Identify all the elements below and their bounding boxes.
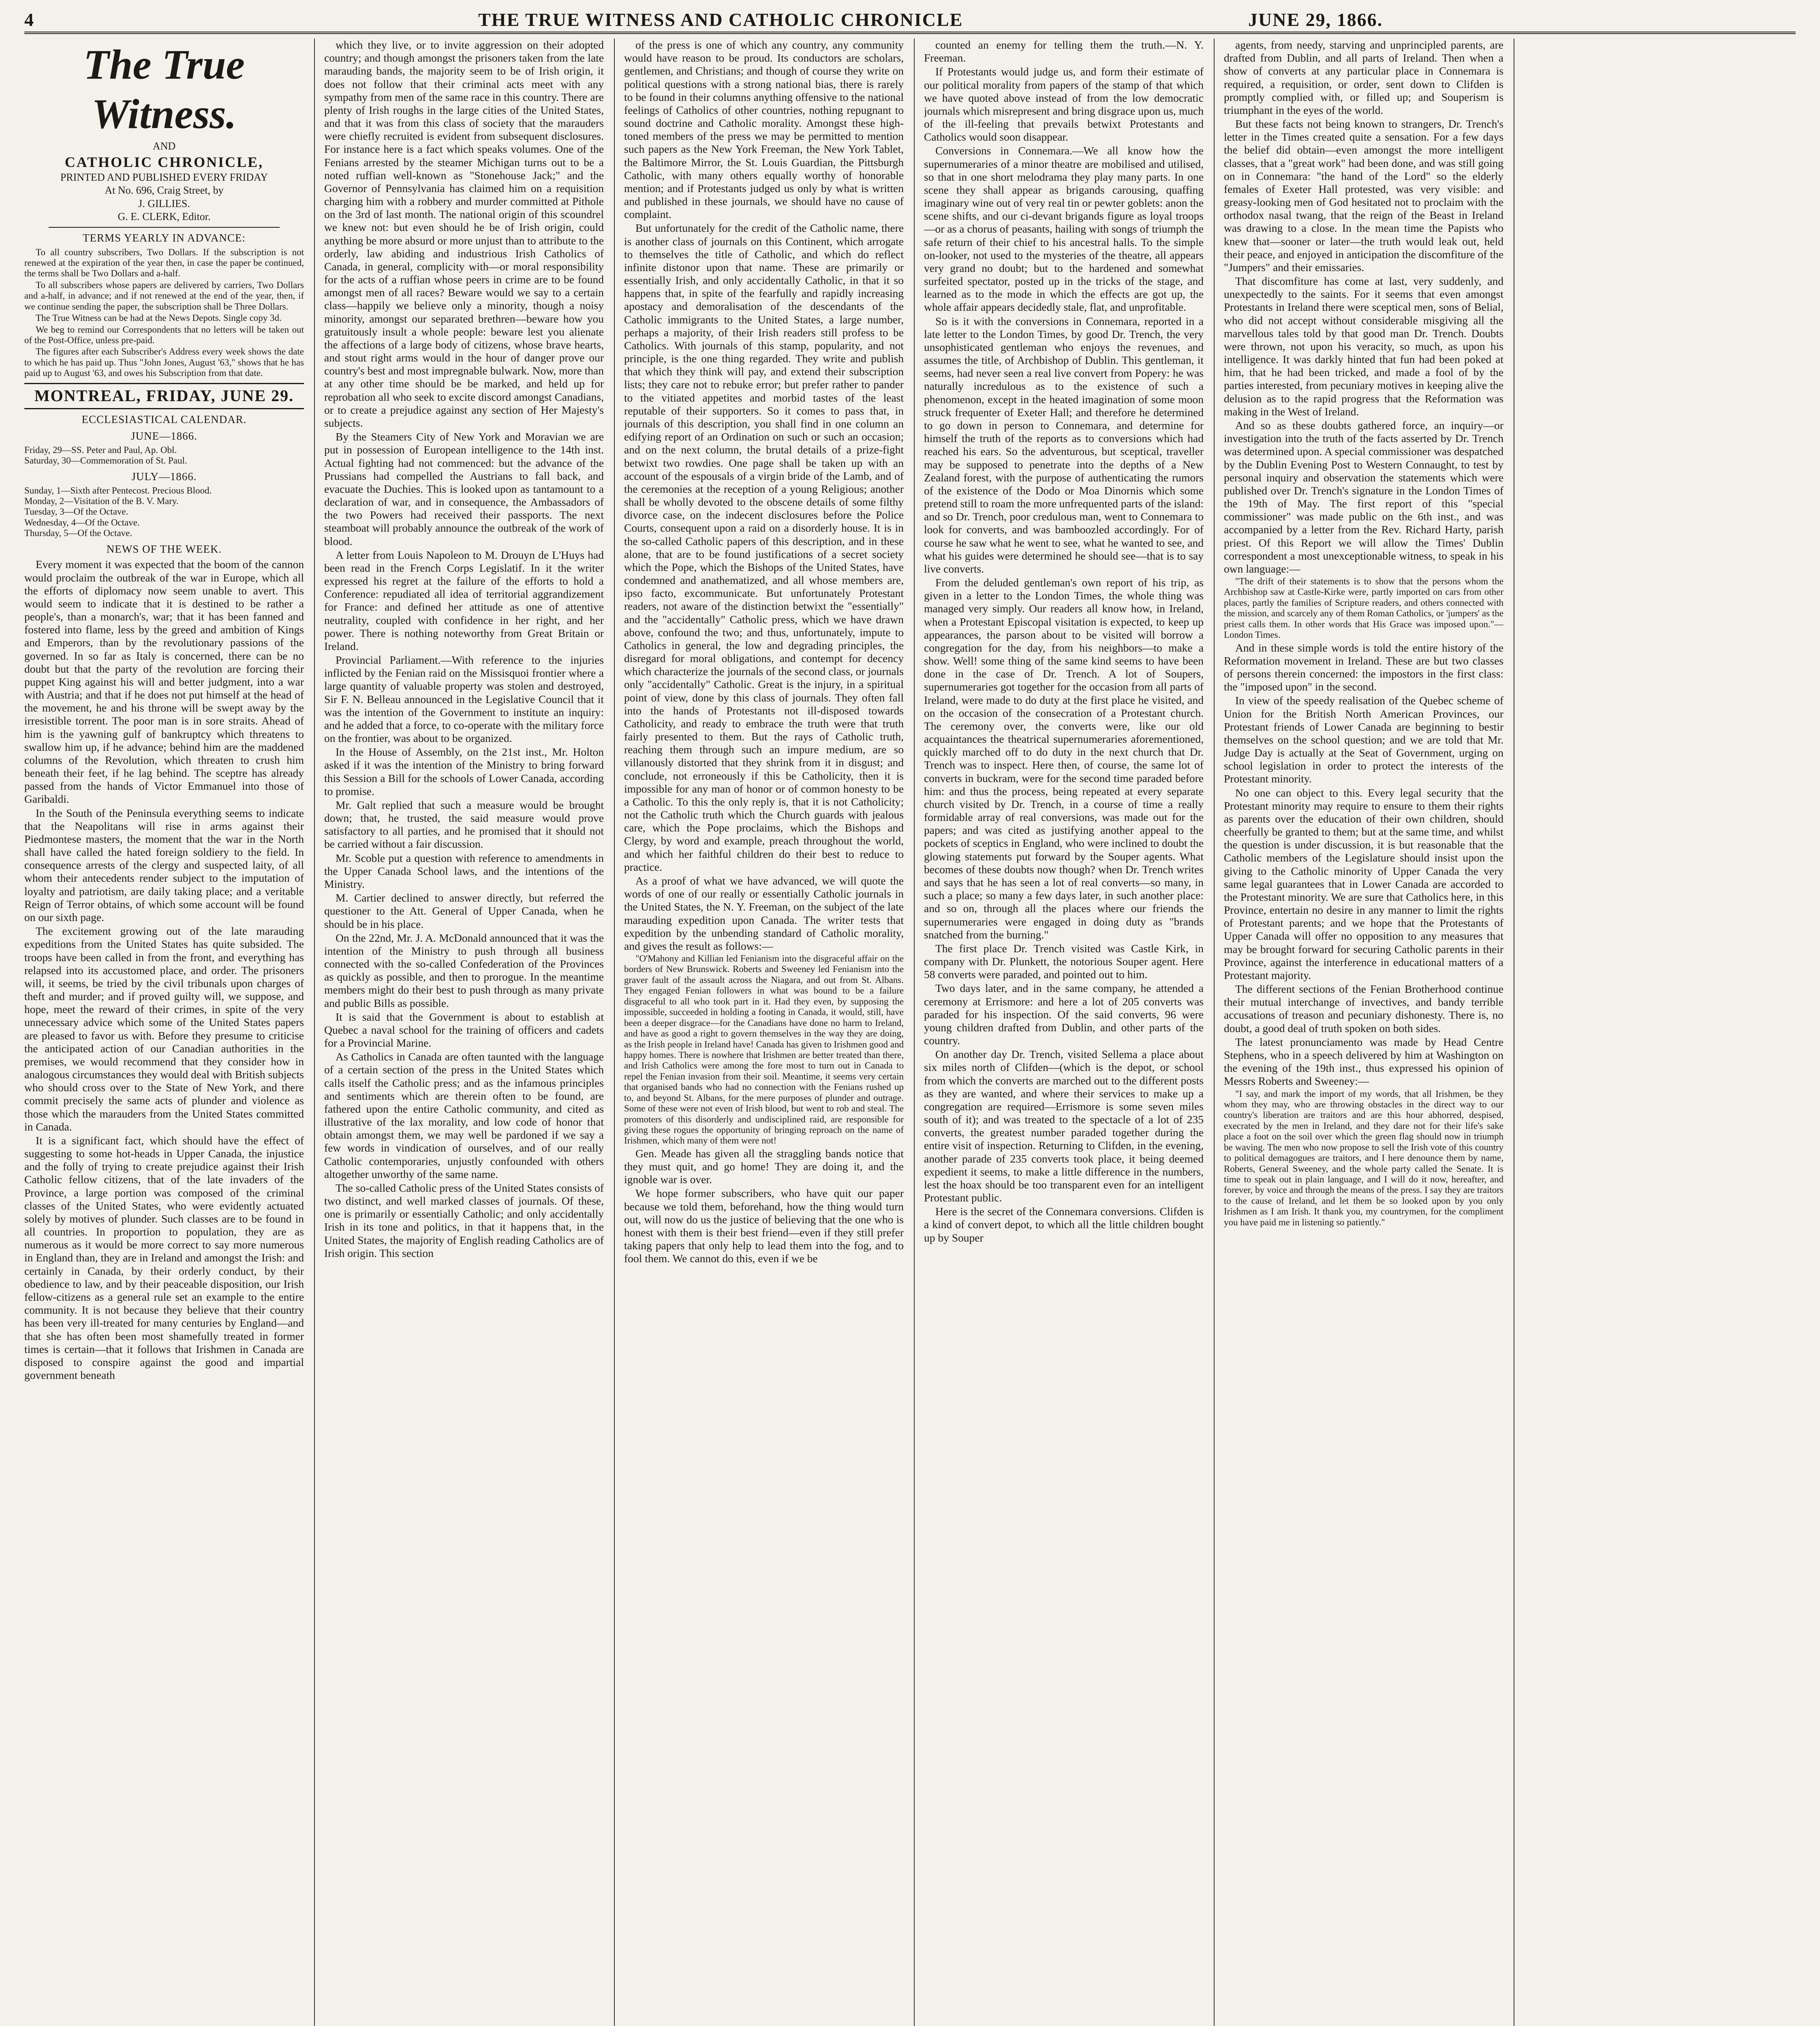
article-paragraph: "I say, and mark the import of my words, that all Irishmen, be they whom they may, who are throwing obstacles in the direct way to our country's liberation are traitors and are this hour abhorred, despised, execrated by the men in Ireland, and they dare not for their life's sake place a foot on the soil over which the green flag should now in triumph be waving. The men who now propose to sell the Irish vote of this country to political demagogues are traitors, and I here denounce them by name, Roberts, General Sweeney, and the whole party called the Senate. It is time to speak out in plain language, and I will do it now, hereafter, and forever, by voice and through the means of the press. I say they are traitors to the cause of Ireland, and let them be so looked upon by you only Irishmen as I am Irish. It thank you, my countrymen, for the compliment you have paid me in listening so patiently." bbox=[1224, 1088, 1503, 1227]
column-6 bbox=[1524, 38, 1795, 2026]
column-rule bbox=[1214, 38, 1215, 2026]
masthead-title: The True Witness. bbox=[83, 41, 245, 137]
article-paragraph: From the deluded gentleman's own report of his trip, as given in a letter to the London Times, the whole thing was managed very simply. Our readers all know how, in Ireland, when a Protestant Episcopal visitation is expected, to keep up appearances, the parson about to be visited will borrow a congregation for the day, from his neighbors—to make a show. Well! some thing of the same kind seems to have been done in the case of Dr. Trench. A lot of Soupers, supernumeraries got together for the occasion from all parts of Ireland, were made to do duty at the first place he visited, and on the occasion of the consecration of a Protestant church. The ceremony over, the converts were, like our old acquaintances the theatrical supernumeraries aforementioned, quickly marched off to do duty in the next church that Dr. Trench was to inspect. Here then, of course, the same lot of converts in buckram, were for the second time paraded before him: and thus the process, being repeated at every separate church visited by Dr. Trench, in a course of time a really formidable array of real conversions, was made out for the papers; and was cited as justifying another appeal to the pockets of sceptics in England, who were inclined to doubt the glowing statements put forward by the Souper agents. What becomes of these doubts now though? when Dr. Trench writes and says that he has seen a lot of real converts—so many, in such a place; so many a few days later, in such another place: and so on, through all the places where our friends the supernumeraries were engaged in doing duty as "brands snatched from the burning." bbox=[924, 576, 1204, 941]
masthead-printed: PRINTED AND PUBLISHED EVERY FRIDAY bbox=[60, 171, 268, 183]
column-1 bbox=[24, 38, 304, 2026]
article-paragraph: M. Cartier declined to answer directly, but referred the questioner to the Att. General of Upper Canada, when he should be in his place. bbox=[324, 891, 604, 930]
article-paragraph: A letter from Louis Napoleon to M. Drouyn de L'Huys had been read in the French Corps Legislatif. In it the writer expressed his regret at the failure of the efforts to hold a Conference: repudiated all idea of territorial aggrandizement for France: and defined her attitude as one of attentive neutrality, coupled with confidence in her right, and her power. There is nothing noteworthy from Great Britain or Ireland. bbox=[324, 548, 604, 652]
article-paragraph: The excitement growing out of the late marauding expeditions from the United States has quite subsided. The troops have been called in from the front, and everything has relapsed into its accustomed place, and order. The prisoners will, it seems, be tried by the civil tribunals upon charges of theft and murder; and if proved guilty will, we suppose, and hope, meet the reward of their crimes, in spite of the very unnecessary advice which some of the United States papers are pleased to favor us with. Before they presume to criticise the anticipated action of our Canadian authorities in the premises, we would recommend that they consider how in analogous circumstances they would deal with British subjects who should cross over to the State of New York, and there commit precisely the same acts of plunder and violence as those which the marauders from the United States committed in Canada. bbox=[24, 925, 304, 1133]
news-heading: NEWS OF THE WEEK. bbox=[106, 543, 222, 555]
article-paragraph: It is a significant fact, which should have the effect of suggesting to some hot-heads in Upper Canada, the injustice and the folly of trying to create prejudice against their Irish Catholic fellow citizens, that of the late invaders of the Province, a large portion was composed of the criminal classes of the United States, who were evidently actuated solely by motives of plunder. Such classes are to be found in all countries. In proportion to population, they are as numerous as it would be more correct to say more numerous in England than, they are in Ireland and amongst the Irish: and certainly in Canada, by their orderly conduct, by their obedience to law, and by their peaceable disposition, our Irish fellow-citizens as a general rule set an example to the entire community. It is not because they believe that their country has been very ill-treated for many centuries by England—and that she has often been most shamefully treated in former times is certain—that it follows that Irishmen in Canada are disposed to conspire against the good and impartial government beneath bbox=[24, 1134, 304, 1382]
article-paragraph: By the Steamers City of New York and Moravian we are put in possession of European intelligence to the 14th inst. Actual fighting had not commenced: but the advance of the Prussians had compelled the Austrians to fall back, and evacuate the Duchies. This is looked upon as tantamount to a declaration of war, and in consequence, the Ambassadors of the two Powers had received their passports. The next steamboat will probably announce the outbreak of the work of blood. bbox=[324, 430, 604, 547]
article-paragraph: Mr. Scoble put a question with reference to amendments in the Upper Canada School laws, and the intentions of the Ministry. bbox=[324, 851, 604, 890]
masthead-address: At No. 696, Craig Street, by bbox=[105, 184, 224, 197]
article-paragraph: But these facts not being known to strangers, Dr. Trench's letter in the Times created quite a sensation. For a few days the belief did obtain—even amongst the more intelligent classes, that a "great work" had been done, and was still going on in Connemara: "the hand of the Lord" so the elderly females of Exeter Hall protested, was very visible: and greasy-looking men of God hesitated not to proclaim with the orthodox nasal twang, that the reign of the Beast in Ireland was drawing to a close. In the mean time the Papists who knew that—sooner or later—the truth would leak out, held their peace, and enjoyed in anticipation the discomfiture of the "Jumpers" and their emissaries. bbox=[1224, 118, 1503, 274]
article-paragraph: Gen. Meade has given all the straggling bands notice that they must quit, and go home! They are doing it, and the ignoble war is over. bbox=[624, 1147, 904, 1186]
column-2-body bbox=[324, 38, 604, 1260]
article-paragraph: As a proof of what we have advanced, we will quote the words of one of our really or essentially Catholic journals in the United States, the N. Y. Freeman, on the subject of the late marauding expedition upon Canada. The writer tests that expedition by the unbending standard of Catholic morality, and gives the result as follows:— bbox=[624, 874, 904, 952]
column-2 bbox=[324, 38, 604, 2026]
masthead-and: AND bbox=[152, 140, 176, 152]
calendar-title: ECCLESIASTICAL CALENDAR. bbox=[81, 413, 247, 425]
article-paragraph: counted an enemy for telling them the truth.—N. Y. Freeman. bbox=[924, 38, 1204, 64]
article-paragraph: which they live, or to invite aggression on their adopted country; and though amongst the prisoners taken from the late marauding bands, the majority seem to be of Irish origin, it does not follow that their criminal acts meet with any sympathy from men of the same race in this country. There are plenty of Irish roughs in the large cities of the United States, and that it was from this class of society that the marauders were chiefly recruited is evident from subsequent disclosures. For instance here is a fact which speaks volumes. One of the Fenians arrested by the steamer Michigan turns out to be a noted ruffian well-known as "Stonehouse Jack;" and the Governor of Pennsylvania has claimed him on a requisition charging him with a robbery and murder committed at Pithole on the 3rd of last month. The national origin of this scoundrel we knew not: but even should he be of Irish origin, could anything be more absurd or more unjust than to attribute to the orderly, law abiding and industrious Irish Catholics of Canada, in general, complicity with—or moral responsibility for the acts of a ruffian whose peers in crime are to be found amongst men of all races? Beware would we say to a certain class—happily we believe only a minority, though a noisy minority, amongst our separated brethren—beware how you gratuitously insult a whole people: beware lest you alienate the affections of a large body of citizens, whose brave hearts, and stout right arms would in the hour of danger prove our country's best and most impregnable bulwark. Now, more than at any other time should be be marked, and held up for reprobation all who seek to excite discord amongst Canadians, or to create a prejudice against any section of Her Majesty's subjects. bbox=[324, 38, 604, 429]
article-paragraph: No one can object to this. Every legal security that the Protestant minority may require to ensure to them their rights as parents over the education of their own children, should cheerfully be granted to them; but at the same time, and whilst the question is under discussion, it is but reasonable that the Catholic members of the Legislature should insist upon the giving to the Catholic minority of Upper Canada the very same legal guarantees that in Lower Canada are accorded to the Protestant minority. We are sure that Catholics here, in this Province, entertain no desire in any manner to limit the rights of Protestant parents; and we hope that the Protestants of Upper Canada will offer no opposition to any measures that may be brought forward for securing Catholic parents in their Province, against the interference in educational matters of a Protestant majority. bbox=[1224, 786, 1503, 981]
calendar-entry: Thursday, 5—Of the Octave. bbox=[24, 528, 133, 539]
article-paragraph: In the South of the Peninsula everything seems to indicate that the Neapolitans will rise in arms against their Piedmontese masters, the moment that the war in the North shall have called the hated foreign soldiery to the field. In consequence arrests of the clergy and suspected laity, of all whom their antecedents render subject to the imputation of loyalty and patriotism, are daily taking place; and a veritable Reign of Terror obtains, of which some account will be found on our sixth page. bbox=[24, 806, 304, 923]
article-paragraph: The so-called Catholic press of the United States consists of two distinct, and well marked classes of journals. Of these, one is primarily or essentially Catholic; and only accidentally Irish in its tone and politics, in that it happens that, in the United States, the majority of English reading Catholics are of Irish origin. This section bbox=[324, 1181, 604, 1259]
article-paragraph: of the press is one of which any country, any community would have reason to be proud. Its conductors are scholars, gentlemen, and Christians; and though of course they write on political questions with a strong national bias, there is rarely to be found in their columns anything offensive to the national feelings of Catholics of other countries, nothing repugnant to sound doctrine and Catholic morality. Amongst these high-toned members of the press we may be permitted to mention such papers as the New York Freeman, the New York Tablet, the Baltimore Mirror, the St. Louis Guardian, the Pittsburgh Catholic, with many others equally worthy of honorable mention; and if Protestants judged us only by what is written and published in these journals, we should have no cause of complaint. bbox=[624, 38, 904, 221]
article-paragraph: In the House of Assembly, on the 21st inst., Mr. Holton asked if it was the intention of the Ministry to bring forward this Session a Bill for the schools of Lower Canada, according to promise. bbox=[324, 746, 604, 797]
article-paragraph: In view of the speedy realisation of the Quebec scheme of Union for the British North American Provinces, our Protestant friends of Lower Canada are beginning to bestir themselves on the school question; and we are told that Mr. Judge Day is actually at the Seat of Government, urging on school legislation in order to protect the interests of the Protestant minority. bbox=[1224, 694, 1503, 785]
article-paragraph: "O'Mahony and Killian led Fenianism into the disgraceful affair on the borders of New Brunswick. Roberts and Sweeney led Fenianism into the graver fault of the assault across the Niagara, and out from St. Albans. They engaged Fenian followers in what was bound to be a failure disgraceful to all who took part in it. Had they even, by supposing the impossible, succeeded in holding a footing in Canada, it would, still, have been a deeper disgrace—for the Canadians have done no harm to Ireland, and have as good a right to govern themselves in the way they are doing, as the Irish people in Ireland have! Canada has given to Irishmen good and happy homes. There is nowhere that Irishmen are better treated than there, and Irish Catholics were among the fore most to turn out in Canada to repel the Fenian invasion from their soil. Meantime, it seems very certain that organised bands who had no connection with the Fenians rushed up to, and beyond St. Albans, for the mere purposes of plunder and outrage. Some of these were not even of Irish blood, but went to rob and steal. The promoters of this disorderly and undisciplined raid, are responsible for giving these rogues the opportunity of bringing reproach on the name of Irishmen, which many of them were not! bbox=[624, 953, 904, 1146]
terms-paragraph: To all subscribers whose papers are delivered by carriers, Two Dollars and a-half, in advance; and if not renewed at the end of the year, then, if we continue sending the paper, the subscription shall be Three Dollars. bbox=[24, 280, 304, 312]
article-paragraph: So is it with the conversions in Connemara, reported in a late letter to the London Times, by good Dr. Trench, the very unsophisticated gentleman who enjoys the revenues, and assumes the title, of Archbishop of Dublin. This gentleman, it seems, had never seen a real live convert from Popery: he was naturally incredulous as to the existence of such a phenomenon, except in the heated imagination of some moon struck frequenter of Exeter Hall; and therefore he determined to go down in person to Connemara, and determine for himself the truth of the reports as to conversions which had reached his ears. So the adventurous, but sceptical, traveller may be supposed to penetrate into the depths of a New Zealand forest, with the purpose of authenticating the rumors of the existence of the Dodo or Moa Dinornis which some pretend still to roam the more unfrequented parts of the island: and so Dr. Trench, poor credulous man, went to Connemara to look for converts, and was bamboozled accordingly. For of course he saw what he went to see, what he wanted to see, and what his guides were determined he should see—that is to say live converts. bbox=[924, 314, 1204, 575]
terms-block bbox=[24, 232, 304, 378]
column-3-body bbox=[624, 38, 904, 1265]
article-paragraph: The different sections of the Fenian Brotherhood continue their mutual interchange of invectives, and bandy terrible accusations of treason and pecuniary dishonesty. There is, no doubt, a good deal of truth spoken on both sides. bbox=[1224, 983, 1503, 1034]
dateline: MONTREAL, FRIDAY, JUNE 29. bbox=[24, 383, 304, 409]
column-5 bbox=[1224, 38, 1503, 2026]
terms-paragraph: To all country subscribers, Two Dollars. If the subscription is not renewed at the expiration of the year then, in case the paper be continued, the terms shall be Two Dollars and a-half. bbox=[24, 247, 304, 279]
article-paragraph: The first place Dr. Trench visited was Castle Kirk, in company with Dr. Plunkett, the notorious Souper agent. Here 58 converts were paraded, and pointed out to him. bbox=[924, 942, 1204, 981]
column-4 bbox=[924, 38, 1204, 2026]
masthead bbox=[24, 40, 304, 223]
masthead-subtitle: CATHOLIC CHRONICLE, bbox=[64, 154, 264, 170]
newspaper-name: THE TRUE WITNESS AND CATHOLIC CHRONICLE bbox=[478, 9, 963, 30]
article-paragraph: On another day Dr. Trench, visited Sellema a place about six miles north of Clifden—(which is the depot, or school from which the converts are marched out to the different posts as they are wanted, and where their services to make up a congregation are required—Errismore is some seven miles south of it); and was treated to the spectacle of a lot of 235 converts, the greatest number paraded together during the entire visit of inspection. Returning to Clifden, in the evening, another parade of 235 converts took place, it being deemed expedient it seems, to make a little difference in the numbers, lest the hoax should be too transparent even for an intelligent Protestant public. bbox=[924, 1048, 1204, 1204]
column-1-body bbox=[24, 558, 304, 1382]
terms-paragraph: We beg to remind our Correspondents that no letters will be taken out of the Post-Office, unless pre-paid. bbox=[24, 324, 304, 346]
article-paragraph: Here is the secret of the Connemara conversions. Clifden is a kind of convert depot, to which all the little children bought up by Souper bbox=[924, 1205, 1204, 1244]
article-paragraph: And so as these doubts gathered force, an inquiry—or investigation into the truth of the facts asserted by Dr. Trench was determined upon. A special commissioner was despatched by the Dublin Evening Post to Western Connaught, to test by personal inquiry and observation the statements which were published over Dr. Trench's signature in the London Times of the 19th of May. The first report of this "special commissioner" was made public on the 6th inst., and was accompanied by a letter from the Rev. Richard Harty, parish priest. Of this Report we will allow the Times' Dublin correspondent a most unexceptionable witness, to speak in his own language:— bbox=[1224, 419, 1503, 575]
calendar-july-heading: JULY—1866. bbox=[131, 470, 197, 483]
column-4-body bbox=[924, 38, 1204, 1244]
article-paragraph: And in these simple words is told the entire history of the Reformation movement in Ireland. These are but two classes of persons therein concerned: the impostors in the first class: the "imposed upon" in the second. bbox=[1224, 641, 1503, 693]
article-paragraph: Mr. Galt replied that such a measure would be brought down; that, he trusted, the said measure would prove satisfactory to all parties, and he promised that it should not be carried without a fair discussion. bbox=[324, 798, 604, 851]
article-paragraph: agents, from needy, starving and unprincipled parents, are drafted from Dublin, and all parts of Ireland. Then when a show of converts at any particular place in Connemara is required, a requisition, or order, sent down to Clifden is promptly complied with, or filled up; and Souperism is triumphant in the eyes of the world. bbox=[1224, 38, 1503, 116]
calendar-entry: Monday, 2—Visitation of the B. V. Mary. bbox=[24, 496, 179, 506]
column-rule bbox=[614, 38, 615, 2026]
terms-paragraph: The True Witness can be had at the News Depots. Single copy 3d. bbox=[36, 313, 282, 323]
article-paragraph: On the 22nd, Mr. J. A. McDonald announced that it was the intention of the Ministry to push through all business connected with the so-called Confederation of the Provinces as quickly as possible, and then to prorogue. In the meantime members might do their best to push through as many private and public Bills as possible. bbox=[324, 931, 604, 1009]
calendar-entry: Friday, 29—SS. Peter and Paul, Ap. Obl. bbox=[24, 445, 177, 455]
masthead-publisher: J. GILLIES. bbox=[138, 197, 190, 209]
article-paragraph: But unfortunately for the credit of the Catholic name, there is another class of journals on this Continent, which arrogate to themselves the title of Catholic, and which do reflect infinite distonor upon that name. These are primarily or essentially Irish, and only accidentally Catholic, in that it so happens that, in spite of the fearfully and rapidly increasing apostacy and demoralisation of the descendants of the Catholic immigrants to the United States, a large number, perhaps a majority, of their Irish readers still profess to be Catholics. With journals of this stamp, popularity, and not principle, is the one thing regarded. They write and publish that which they think will pay, and extend their subscription lists; they care not to rebuke error; but prefer rather to pander to the vitiated appetites and morbid tastes of the least reputable of their supporters. So it comes to pass that, in journals of this description, you shall find in one column an edifying report of an Ordination on such or such an occasion; and on the next column, the brutal details of a prize-fight betwixt two rowdies. One page shall be taken up with an account of the espousals of a virgin bride of the Lamb, and of the ceremonies at the reception of a young Religious; another shall be wholly devoted to the obscene details of some filthy divorce case, on the indecent disclosures before the Police Courts, consequent upon a raid on a disorderly house. It is in the so-called Catholic papers of this description, and in these alone, that are to be found justifications of a secret society which the Pope, which the Bishops of the United States, have condemned and anathematized, and all whose members are, ipso facto, excommunicate. But unfortunately Protestant readers, not aware of the distinction betwixt the "essentially" and the "accidentally" Catholic press, which we have drawn above, confound the two; and thus, unfortunately, impute to Catholics in general, the low and degrading principles, the disregard for moral obligations, and contempt for decency which characterize the journals of the second class, or journals only "accidentally" Catholic. Great is the injury, in a spiritual point of view, done by this class of journals. They often fall into the hands of Protestants not ill-disposed towards Catholicity, and ready to embrace the truth were that truth fairly presented to them. But the rays of Catholic truth, reaching them through such an impure medium, are so villanously distorted that they shrink from it in disgust; and conclude, not erroneously if this be Catholicity, then it is impossible for any man of honor or of common honesty to be a Catholic. To this the only reply is, that it is not Catholicity; not the Catholic truth which the Church guards with jealous care, which the Pope proclaims, which the Bishops and Clergy, by word and example, preach throughout the world, and which her faithful children do their best to reduce to practice. bbox=[624, 222, 904, 873]
calendar-entry: Saturday, 30—Commemoration of St. Paul. bbox=[24, 455, 187, 466]
column-rule bbox=[914, 38, 915, 2026]
terms-paragraph: The figures after each Subscriber's Address every week shows the date to which he has paid up. Thus "John Jones, August '63," shows that he has paid up to August '63, and owes his Subscription from that date. bbox=[24, 346, 304, 378]
column-rule bbox=[314, 38, 315, 2026]
article-paragraph: Every moment it was expected that the boom of the cannon would proclaim the outbreak of the war in Europe, which all the efforts of diplomacy now seem unable to avert. This would seem to indicate that it is destined to be rather a people's, than a monarch's, war; that it has been fanned and fostered into flame, less by the greed and ambition of Kings and Emperors, than by the revolutionary passions of the governed. In so far as Italy is concerned, there can be no doubt but that the party of the revolution are forcing their puppet King against his will and better judgment, into a war with Austria; and that if he does not put himself at the head of the movement, he and his throne will be swept away by the irresistible torrent. The poor man is in sore straits. Ahead of him is the yawning gulf of bankruptcy which threatens to swallow him up, if he advance; behind him are the maddened columns of the Revolution, which threaten to crush him beneath their feet, if he lag behind. The sceptre has already passed from the hands of Victor Emmanuel into those of Garibaldi. bbox=[24, 558, 304, 806]
column-5-body bbox=[1224, 38, 1503, 1228]
page-number: 4 bbox=[24, 9, 34, 30]
article-paragraph: Conversions in Connemara.—We all know how the supernumeraries of a minor theatre are mobilised and utilised, so that in one short melodrama they play many parts. In one scene they shall appear as brigands carousing, quaffing imaginary wine out of very real tin or pewter goblets: anon the scene shifts, and our ci-devant brigands figure as loyal troops—or as a chorus of peasants, hailing with songs of triumph the safe return of their chief to his ancestral halls. To the simple on-looker, not used to the mysteries of the theatre, all appears very grand no doubt; but to the hardened and somewhat surfeited spectator, posted up in the tricks of the stage, and learned as to the mode in which the effects are got up, the whole affair appears decidedly stale, flat, and unprofitable. bbox=[924, 144, 1204, 314]
page-header bbox=[24, 7, 1796, 34]
article-paragraph: The latest pronunciamento was made by Head Centre Stephens, who in a speech delivered by him at Washington on the evening of the 19th inst., thus expressed his opinion of Messrs Roberts and Sweeney:— bbox=[1224, 1035, 1503, 1088]
calendar-entry: Tuesday, 3—Of the Octave. bbox=[24, 506, 128, 517]
divider bbox=[49, 227, 280, 228]
calendar-june-heading: JUNE—1866. bbox=[131, 430, 197, 442]
article-paragraph: As Catholics in Canada are often taunted with the language of a certain section of the press in the United States which calls itself the Catholic press; and as the infamous principles and sentiments which are therein often to be found, are fathered upon the entire Catholic community, and cited as illustrative of the lax morality, and low code of honor that obtain amongst them, we may well be pardoned if we say a few words in vindication of ourselves, and of our really Catholic contemporaries, unjustly confounded with others altogether unworthy of the same name. bbox=[324, 1050, 604, 1180]
article-paragraph: Two days later, and in the same company, he attended a ceremony at Errismore: and here a lot of 205 converts was paraded for his inspection. Of the said converts, 96 were young children drafted from Dublin, and other parts of the country. bbox=[924, 982, 1204, 1047]
article-paragraph: We hope former subscribers, who have quit our paper because we told them, beforehand, how the thing would turn out, will now do us the justice of believing that the one who is honest with them is their best friend—even if they still prefer taking papers that only help to lead them into the fog, and to fool them. We cannot do this, even if we be bbox=[624, 1187, 904, 1265]
article-paragraph: If Protestants would judge us, and form their estimate of our political morality from papers of the stamp of that which we have quoted above instead of from the low democratic journals which misrepresent and bring disgrace upon us, much of the ill-feeling that prevails betwixt Protestants and Catholics would soon disappear. bbox=[924, 65, 1204, 143]
article-paragraph: It is said that the Government is about to establish at Quebec a naval school for the training of officers and cadets for a Provincial Marine. bbox=[324, 1010, 604, 1049]
article-paragraph: That discomfiture has come at last, very suddenly, and unexpectedly to the saints. For it seems that even amongst Protestants in Ireland there were sceptical men, sons of Belial, who did not accept without considerable misgiving all the marvellous tales told by that good man Dr. Trench. Doubts were thrown, not upon his veracity, so much, as upon his intelligence. It was darkly hinted that fun had been poked at him, that he had been tricked, and made a fool of by the parties interested, from pecuniary motives in keeping alive the delusion as to the rapid progress that the Reformation was making in the West of Ireland. bbox=[1224, 275, 1503, 418]
issue-date: JUNE 29, 1866. bbox=[1248, 9, 1383, 30]
calendar-entry: Sunday, 1—Sixth after Pentecost. Precious Blood. bbox=[24, 485, 212, 496]
article-paragraph: "The drift of their statements is to show that the persons whom the Archbishop saw at Castle-Kirke were, partly imported on cars from other places, partly the families of Scripture readers, and others connected with the mission, and scarcely any of them Roman Catholics, or 'jumpers' as the priest calls them. In other words that His Grace was imposed upon."—London Times. bbox=[1224, 576, 1503, 640]
masthead-editor: G. E. CLERK, Editor. bbox=[118, 211, 211, 223]
terms-heading: TERMS YEARLY IN ADVANCE: bbox=[82, 232, 246, 244]
column-3 bbox=[624, 38, 904, 2026]
ecclesiastical-calendar bbox=[24, 413, 304, 539]
calendar-entry: Wednesday, 4—Of the Octave. bbox=[24, 517, 140, 528]
article-paragraph: Provincial Parliament.—With reference to the injuries inflicted by the Fenian raid on the Missisquoi frontier where a large quantity of valuable property was stolen and destroyed, Sir F. N. Belleau announced in the Legislative Council that it was the intention of the Government to institute an inquiry: and he added that a force, to co-operate with the military force on the frontier, was about to be organized. bbox=[324, 654, 604, 745]
